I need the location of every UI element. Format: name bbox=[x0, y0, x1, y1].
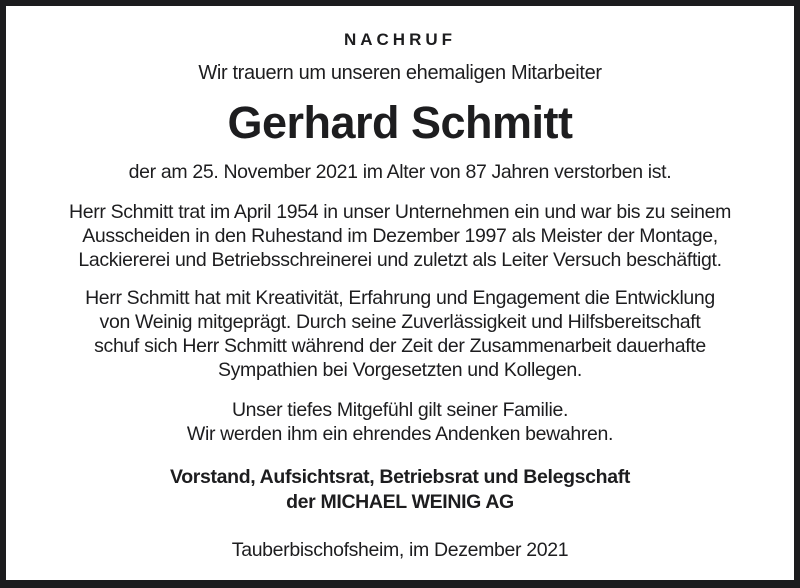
paragraph1-line: Herr Schmitt trat im April 1954 in unser Unternehmen ein und war bis zu seinem bbox=[68, 201, 731, 223]
kicker-heading: NACHRUF bbox=[343, 30, 457, 49]
paragraph1-line: Ausscheiden in den Ruhestand im Dezember 1997 als Meister der Montage, bbox=[82, 225, 718, 247]
deceased-name: Gerhard Schmitt bbox=[227, 97, 573, 148]
intro-line: Wir trauern um unseren ehemaligen Mitarbeiter bbox=[198, 62, 602, 84]
paragraph2-line: schuf sich Herr Schmitt während der Zeit der Zusammenarbeit dauerhafte bbox=[94, 335, 706, 357]
paragraph2-line: von Weinig mitgeprägt. Durch seine Zuverlässigkeit und Hilfsbereitschaft bbox=[99, 311, 701, 333]
signature-line: Vorstand, Aufsichtsrat, Betriebsrat und Belegschaft bbox=[170, 466, 630, 488]
paragraph2-line: Sympathien bei Vorgesetzten und Kollegen. bbox=[218, 359, 582, 381]
paragraph3-line: Wir werden ihm ein ehrendes Andenken bewahren. bbox=[186, 423, 614, 445]
signature-company: der MICHAEL WEINIG AG bbox=[286, 491, 514, 513]
paragraph3-line: Unser tiefes Mitgefühl gilt seiner Familie. bbox=[231, 399, 569, 421]
paragraph1-line: Lackiererei und Betriebsschreinerei und zuletzt als Leiter Versuch beschäftigt. bbox=[78, 249, 722, 271]
death-line: der am 25. November 2021 im Alter von 87 Jahren verstorben ist. bbox=[128, 161, 672, 183]
place-date: Tauberbischofsheim, im Dezember 2021 bbox=[231, 539, 569, 561]
paragraph2-line: Herr Schmitt hat mit Kreativität, Erfahrung und Engagement die Entwicklung bbox=[85, 287, 715, 309]
obituary-notice bbox=[6, 6, 794, 580]
